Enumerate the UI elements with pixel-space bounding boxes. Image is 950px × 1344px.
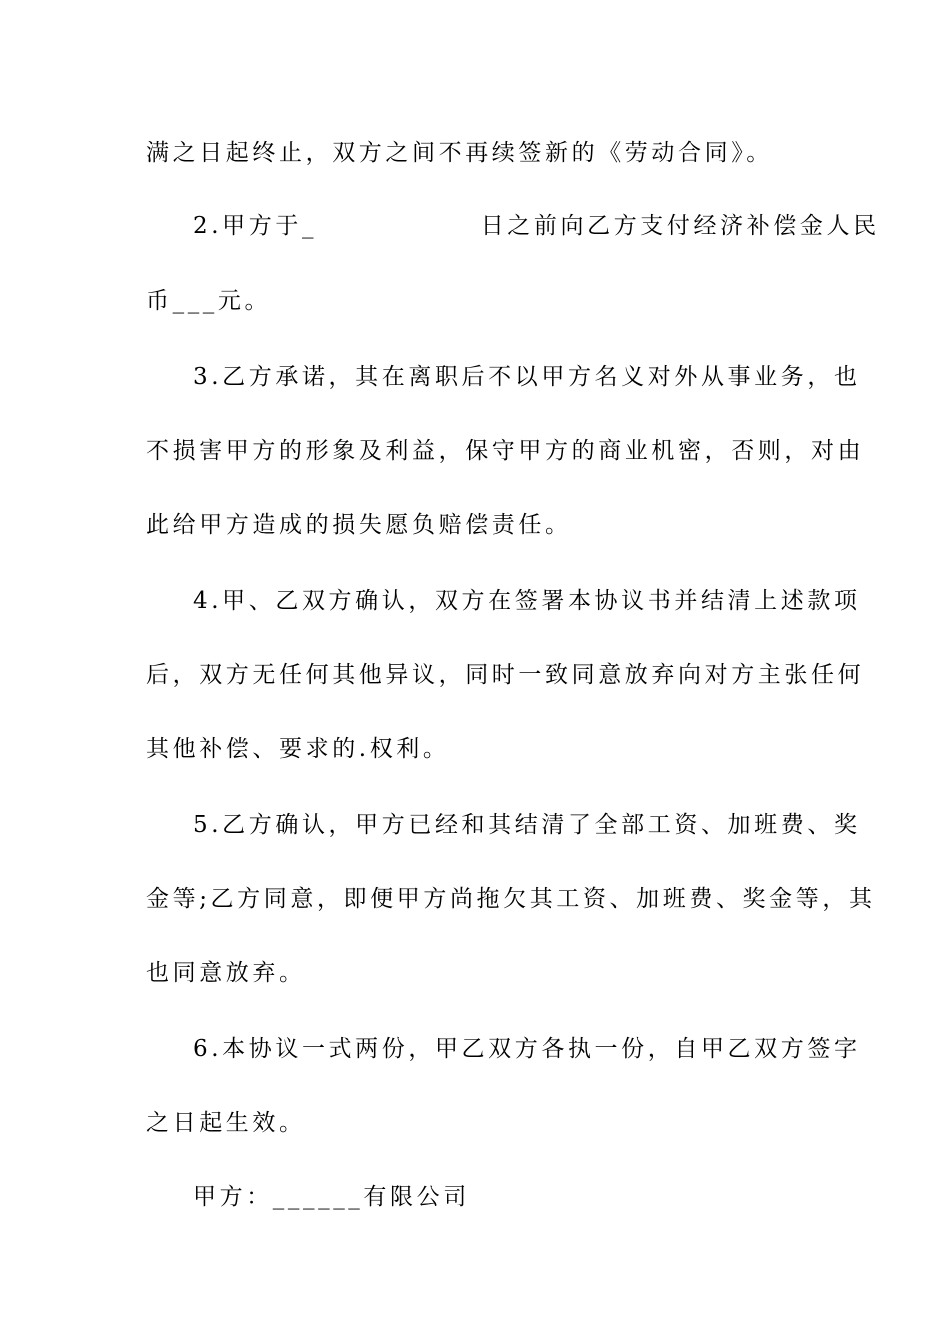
text-line: 其他补偿、要求的.权利。 [146,736,450,762]
text-line: 币___元。 [146,288,272,314]
party-a-signature-line: 甲方：______有限公司 [193,1184,470,1210]
paragraph-5-line: 5.乙方确认，甲方已经和其结清了全部工资、加班费、奖 [193,812,861,838]
paragraph-3-line: 3.乙方承诺，其在离职后不以甲方名义对外从事业务，也 [193,364,861,390]
paragraph-4-line: 4.甲、乙双方确认，双方在签署本协议书并结清上述款项 [193,588,861,614]
text-line: 金等;乙方同意，即便甲方尚拖欠其工资、加班费、奖金等，其 [146,886,876,912]
text-line: 后，双方无任何其他异议，同时一致同意放弃向对方主张任何 [146,662,865,688]
text-line: 之日起生效。 [146,1110,306,1136]
text-line: 此给甲方造成的损失愿负赔偿责任。 [146,512,572,538]
text-line: 满之日起终止，双方之间不再续签新的《劳动合同》。 [146,140,773,166]
text-line: 也同意放弃。 [146,960,306,986]
text-line: 不损害甲方的形象及利益，保守甲方的商业机密，否则，对由 [146,438,865,464]
paragraph-6-line: 6.本协议一式两份，甲乙双方各执一份，自甲乙双方签字 [193,1036,861,1062]
paragraph-2-line: 2.甲方于_ 日之前向乙方支付经济补偿金人民 [193,213,880,239]
